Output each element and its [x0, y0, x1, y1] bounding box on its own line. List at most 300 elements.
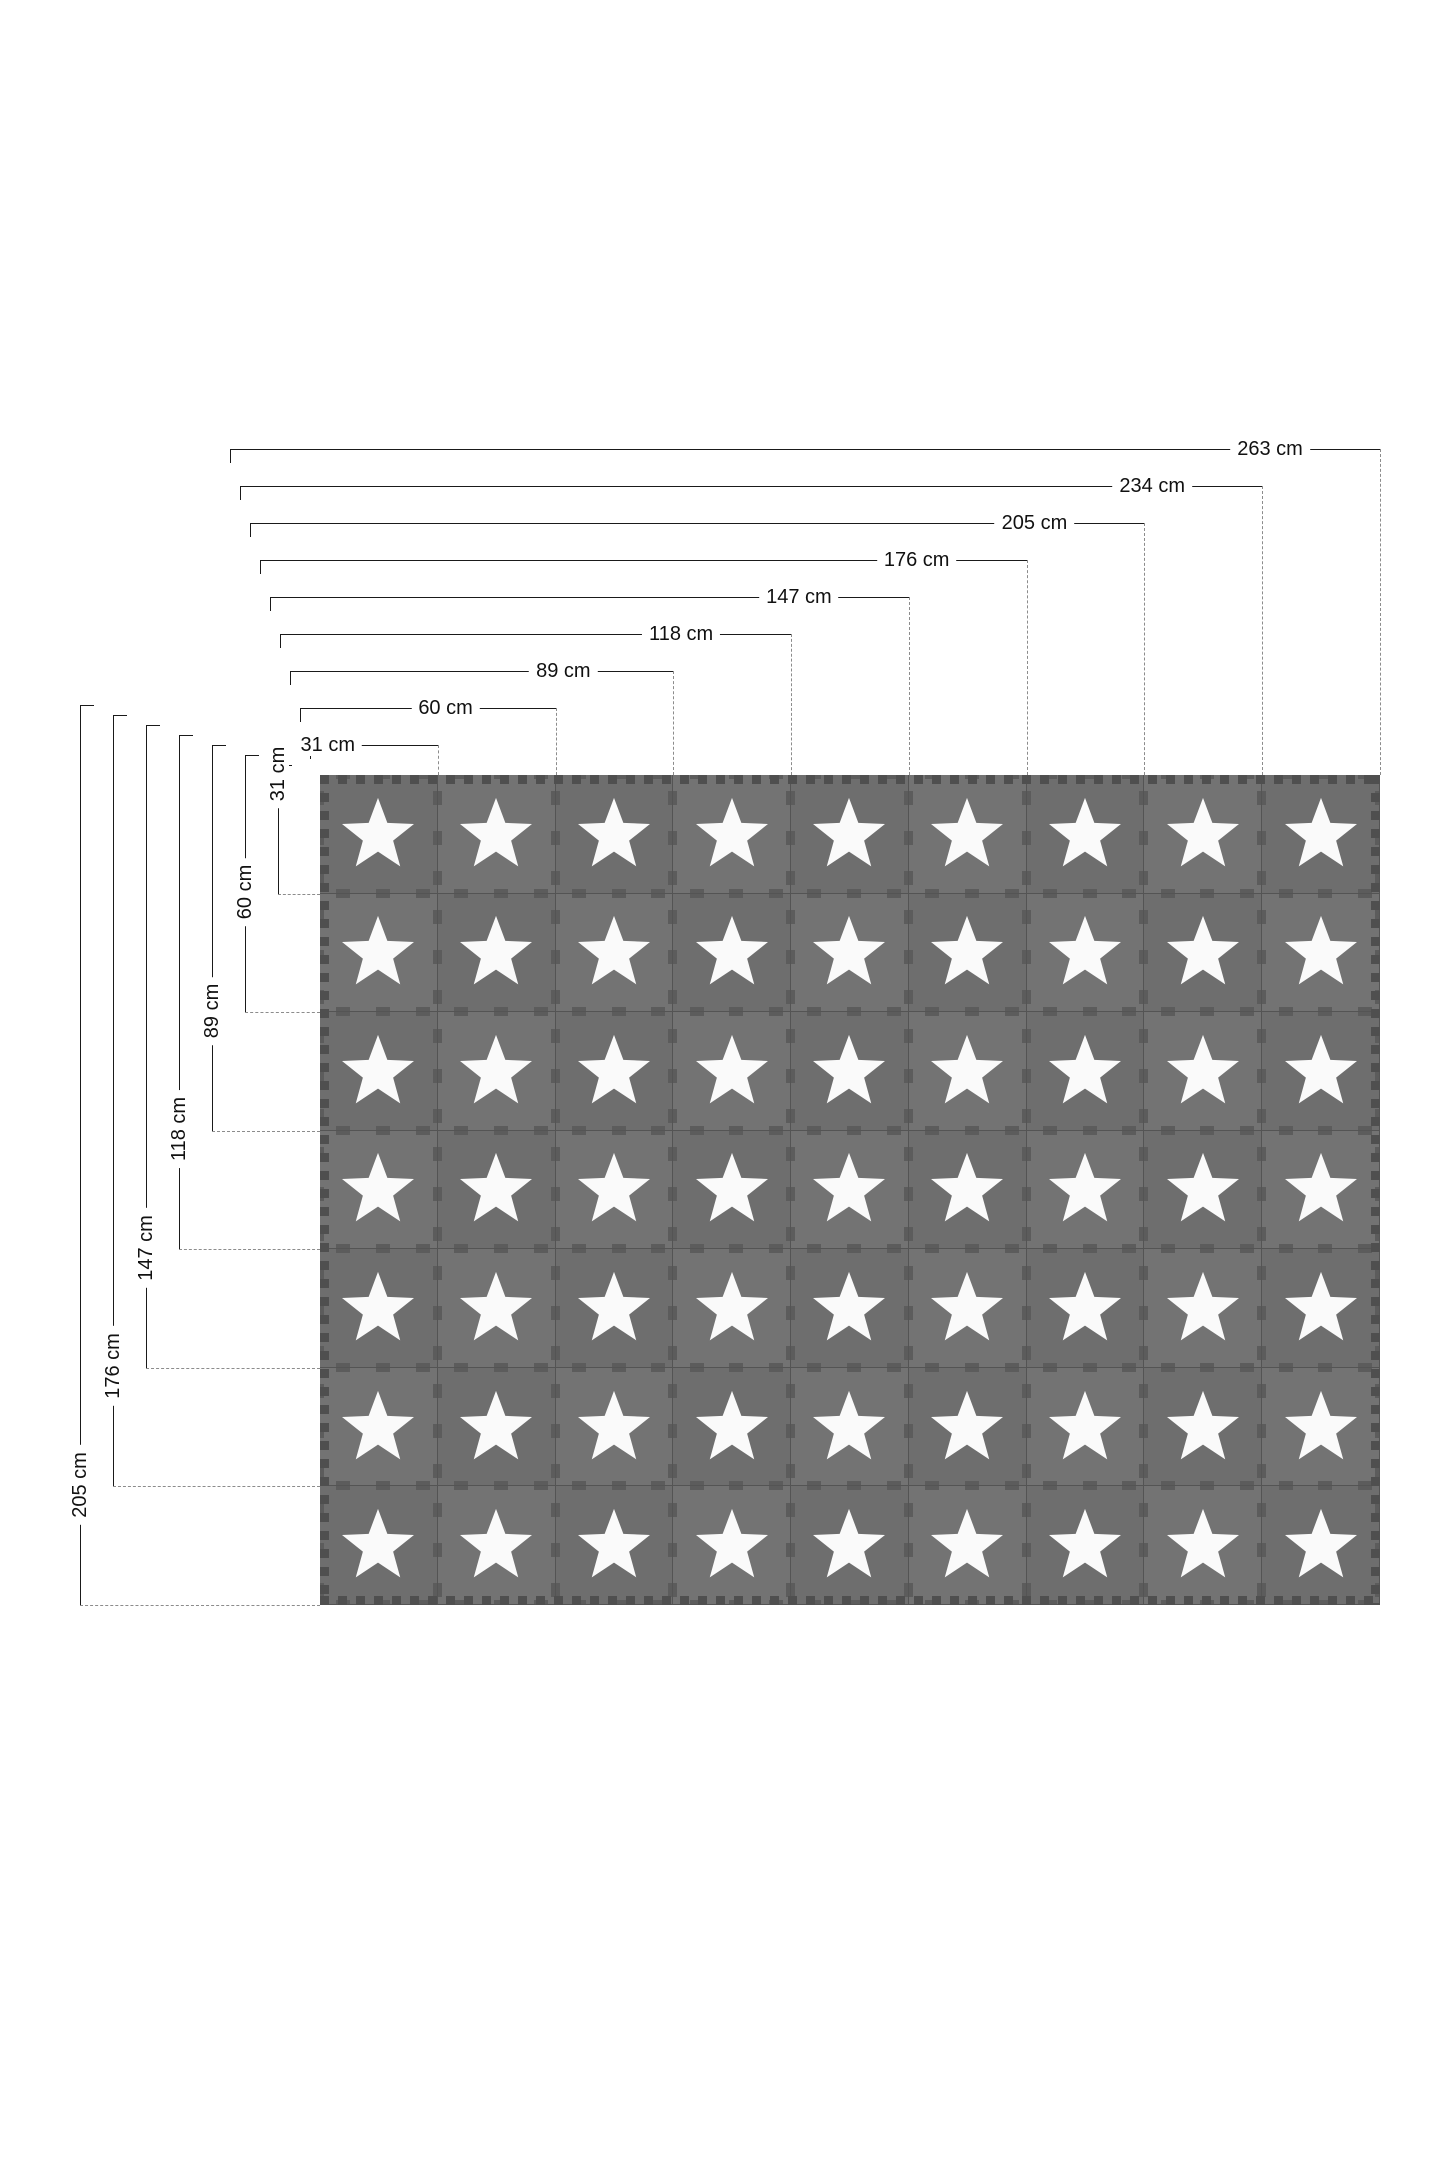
- tile-puzzle-nub: [1005, 1363, 1019, 1367]
- tile-puzzle-nub: [433, 910, 437, 924]
- tile-puzzle-nub: [376, 1012, 390, 1016]
- tile-puzzle-nub: [791, 871, 795, 885]
- mat-tile: [556, 775, 674, 894]
- tile-puzzle-nub: [433, 1384, 437, 1398]
- mat-tile: [556, 1012, 674, 1131]
- tile-puzzle-nub: [454, 1249, 468, 1253]
- star-icon: [1278, 791, 1364, 877]
- mat-tile: [1262, 894, 1380, 1013]
- tile-puzzle-nub: [1318, 1481, 1332, 1485]
- tile-puzzle-nub: [534, 1244, 548, 1248]
- tile-puzzle-nub: [1318, 889, 1332, 893]
- tile-puzzle-nub: [904, 791, 908, 805]
- tile-puzzle-nub: [1262, 791, 1266, 805]
- mat-tile: [1027, 1249, 1145, 1368]
- mat-tile: [1144, 1368, 1262, 1487]
- star-icon: [689, 1146, 775, 1232]
- tile-puzzle-nub: [904, 990, 908, 1004]
- dimension-label-horizontal: 89 cm: [529, 660, 597, 682]
- tile-puzzle-nub: [673, 1503, 677, 1517]
- tile-puzzle-nub: [690, 1007, 704, 1011]
- star-icon: [1160, 1502, 1246, 1588]
- tile-puzzle-nub: [612, 1012, 626, 1016]
- star-icon: [806, 1502, 892, 1588]
- dimension-tick: [146, 725, 160, 726]
- mat-tile: [1027, 894, 1145, 1013]
- tile-puzzle-nub: [925, 1126, 939, 1130]
- mat-tile: [1027, 1131, 1145, 1250]
- tile-puzzle-nub: [786, 1227, 790, 1241]
- tile-puzzle-nub: [904, 1187, 908, 1201]
- tile-puzzle-nub: [668, 1029, 672, 1043]
- tile-puzzle-nub: [1139, 1147, 1143, 1161]
- tile-puzzle-nub: [1279, 1131, 1293, 1135]
- tile-puzzle-nub: [612, 1486, 626, 1490]
- tile-puzzle-nub: [668, 791, 672, 805]
- tile-puzzle-nub: [791, 1503, 795, 1517]
- tile-puzzle-nub: [376, 1368, 390, 1372]
- tile-puzzle-nub: [1139, 990, 1143, 1004]
- tile-puzzle-nub: [791, 1069, 795, 1083]
- tile-puzzle-nub: [572, 1363, 586, 1367]
- mat-tile: [673, 775, 791, 894]
- tile-puzzle-nub: [1122, 894, 1136, 898]
- tile-puzzle-nub: [1279, 1007, 1293, 1011]
- tile-puzzle-nub: [909, 1147, 913, 1161]
- star-icon: [806, 1146, 892, 1232]
- mat-tile: [909, 1486, 1027, 1605]
- tile-puzzle-nub: [668, 1109, 672, 1123]
- mat-tile: [438, 1131, 556, 1250]
- star-icon: [335, 1028, 421, 1114]
- tile-puzzle-nub: [1139, 1306, 1143, 1320]
- mat-tile: [909, 894, 1027, 1013]
- tile-puzzle-nub: [1122, 1363, 1136, 1367]
- tile-puzzle-nub: [534, 1126, 548, 1130]
- tile-puzzle-nub: [1022, 1424, 1026, 1438]
- tile-puzzle-nub: [909, 871, 913, 885]
- mat-edge-bottom: [320, 1596, 1380, 1605]
- star-icon: [924, 909, 1010, 995]
- tile-puzzle-nub: [1200, 1368, 1214, 1372]
- tile-puzzle-nub: [1257, 1346, 1261, 1360]
- tile-puzzle-nub: [769, 1249, 783, 1253]
- tile-puzzle-nub: [1022, 1384, 1026, 1398]
- tile-puzzle-nub: [433, 1187, 437, 1201]
- mat-tile: [320, 894, 438, 1013]
- tile-puzzle-nub: [1005, 1131, 1019, 1135]
- dimension-label-horizontal: 60 cm: [411, 697, 479, 719]
- tile-puzzle-nub: [904, 1069, 908, 1083]
- tile-puzzle-nub: [433, 1464, 437, 1478]
- tile-puzzle-nub: [433, 1109, 437, 1123]
- tile-puzzle-nub: [847, 894, 861, 898]
- tile-puzzle-nub: [336, 1363, 350, 1367]
- tile-puzzle-nub: [909, 1543, 913, 1557]
- star-icon: [689, 791, 775, 877]
- tile-puzzle-nub: [556, 1384, 560, 1398]
- star-icon: [1160, 791, 1246, 877]
- mat-tile: [673, 1368, 791, 1487]
- tile-puzzle-nub: [1122, 1481, 1136, 1485]
- star-icon: [806, 1265, 892, 1351]
- tile-puzzle-nub: [1279, 1244, 1293, 1248]
- tile-puzzle-nub: [965, 1012, 979, 1016]
- tile-puzzle-nub: [909, 1109, 913, 1123]
- tile-puzzle-nub: [909, 1384, 913, 1398]
- tile-puzzle-nub: [690, 1131, 704, 1135]
- tile-puzzle-nub: [1022, 1346, 1026, 1360]
- dimension-extension-vertical: [791, 634, 792, 775]
- tile-puzzle-nub: [1139, 1227, 1143, 1241]
- tile-puzzle-nub: [887, 1126, 901, 1130]
- tile-puzzle-nub: [965, 1486, 979, 1490]
- tile-puzzle-nub: [433, 1503, 437, 1517]
- mat-tile: [556, 1368, 674, 1487]
- dimension-label-horizontal: 31 cm: [294, 734, 362, 756]
- tile-puzzle-nub: [1279, 889, 1293, 893]
- tile-puzzle-nub: [1200, 1249, 1214, 1253]
- tile-puzzle-nub: [668, 1306, 672, 1320]
- tile-puzzle-nub: [433, 871, 437, 885]
- tile-puzzle-nub: [925, 1368, 939, 1372]
- tile-puzzle-nub: [909, 1266, 913, 1280]
- tile-puzzle-nub: [1043, 894, 1057, 898]
- tile-puzzle-nub: [729, 1244, 743, 1248]
- tile-puzzle-nub: [1027, 831, 1031, 845]
- tile-puzzle-nub: [847, 889, 861, 893]
- tile-puzzle-nub: [1279, 1363, 1293, 1367]
- tile-puzzle-nub: [1257, 1424, 1261, 1438]
- tile-puzzle-nub: [904, 1227, 908, 1241]
- dimension-extension-horizontal: [80, 1605, 320, 1606]
- tile-puzzle-nub: [1122, 889, 1136, 893]
- tile-puzzle-nub: [416, 1249, 430, 1253]
- tile-puzzle-nub: [904, 1346, 908, 1360]
- dimension-extension-horizontal: [113, 1486, 320, 1487]
- mat-tile: [438, 1486, 556, 1605]
- tile-puzzle-nub: [438, 1346, 442, 1360]
- tile-puzzle-nub: [572, 1481, 586, 1485]
- tile-puzzle-nub: [786, 990, 790, 1004]
- tile-puzzle-nub: [1318, 1012, 1332, 1016]
- tile-puzzle-nub: [673, 1109, 677, 1123]
- dimension-label-vertical: 205 cm: [69, 1445, 91, 1525]
- tile-puzzle-nub: [847, 1007, 861, 1011]
- tile-puzzle-nub: [1043, 1007, 1057, 1011]
- tile-puzzle-nub: [904, 1266, 908, 1280]
- tile-puzzle-nub: [791, 1147, 795, 1161]
- dimension-label-vertical: 147 cm: [135, 1208, 157, 1288]
- tile-puzzle-nub: [376, 894, 390, 898]
- tile-puzzle-nub: [909, 1346, 913, 1360]
- tile-puzzle-nub: [847, 1244, 861, 1248]
- tile-puzzle-nub: [769, 1007, 783, 1011]
- tile-puzzle-nub: [1022, 791, 1026, 805]
- tile-puzzle-nub: [376, 1481, 390, 1485]
- tile-puzzle-nub: [1122, 1249, 1136, 1253]
- tile-puzzle-nub: [1005, 894, 1019, 898]
- tile-puzzle-nub: [668, 1464, 672, 1478]
- star-icon: [453, 1265, 539, 1351]
- star-icon: [1278, 1502, 1364, 1588]
- tile-puzzle-nub: [769, 894, 783, 898]
- tile-puzzle-nub: [1083, 1131, 1097, 1135]
- mat-tile: [673, 1012, 791, 1131]
- tile-puzzle-nub: [1144, 950, 1148, 964]
- dimension-extension-vertical: [1027, 560, 1028, 775]
- tile-puzzle-nub: [1257, 1306, 1261, 1320]
- tile-puzzle-nub: [438, 871, 442, 885]
- tile-puzzle-nub: [1262, 910, 1266, 924]
- tile-puzzle-nub: [925, 1249, 939, 1253]
- tile-puzzle-nub: [433, 1346, 437, 1360]
- dimension-tick: [113, 715, 127, 716]
- tile-puzzle-nub: [433, 1266, 437, 1280]
- tile-puzzle-nub: [551, 1424, 555, 1438]
- tile-puzzle-nub: [965, 1368, 979, 1372]
- tile-puzzle-nub: [1161, 1244, 1175, 1248]
- tile-puzzle-nub: [668, 831, 672, 845]
- tile-puzzle-nub: [729, 894, 743, 898]
- dimension-tick: [270, 597, 271, 611]
- tile-puzzle-nub: [673, 1346, 677, 1360]
- tile-puzzle-nub: [416, 1131, 430, 1135]
- tile-puzzle-nub: [433, 1583, 437, 1597]
- tile-puzzle-nub: [1022, 1306, 1026, 1320]
- tile-puzzle-nub: [786, 1187, 790, 1201]
- tile-puzzle-nub: [1022, 1266, 1026, 1280]
- tile-puzzle-nub: [847, 1131, 861, 1135]
- tile-puzzle-nub: [494, 1007, 508, 1011]
- star-icon: [453, 1502, 539, 1588]
- tile-puzzle-nub: [651, 1007, 665, 1011]
- dimension-extension-vertical: [1380, 449, 1381, 775]
- tile-puzzle-nub: [1257, 1147, 1261, 1161]
- tile-puzzle-nub: [416, 1007, 430, 1011]
- tile-puzzle-nub: [1083, 1126, 1097, 1130]
- tile-puzzle-nub: [556, 910, 560, 924]
- tile-puzzle-nub: [1144, 1266, 1148, 1280]
- tile-puzzle-nub: [1200, 1363, 1214, 1367]
- tile-puzzle-nub: [551, 1503, 555, 1517]
- tile-puzzle-nub: [807, 1249, 821, 1253]
- tile-puzzle-nub: [438, 1424, 442, 1438]
- tile-puzzle-nub: [416, 1126, 430, 1130]
- tile-puzzle-nub: [651, 1363, 665, 1367]
- dimension-extension-vertical: [556, 708, 557, 775]
- tile-puzzle-nub: [1022, 1029, 1026, 1043]
- tile-puzzle-nub: [1262, 1543, 1266, 1557]
- mat-tile: [556, 1131, 674, 1250]
- tile-puzzle-nub: [1318, 1368, 1332, 1372]
- tile-puzzle-nub: [1122, 1368, 1136, 1372]
- tile-puzzle-nub: [1240, 1131, 1254, 1135]
- dimension-extension-horizontal: [212, 1131, 320, 1132]
- tile-puzzle-nub: [1318, 1131, 1332, 1135]
- tile-puzzle-nub: [556, 1464, 560, 1478]
- tile-puzzle-nub: [1358, 1131, 1372, 1135]
- tile-puzzle-nub: [1161, 1368, 1175, 1372]
- tile-puzzle-nub: [438, 831, 442, 845]
- tile-puzzle-nub: [1358, 1126, 1372, 1130]
- tile-puzzle-nub: [1279, 894, 1293, 898]
- tile-puzzle-nub: [769, 1363, 783, 1367]
- tile-puzzle-nub: [1027, 1384, 1031, 1398]
- tile-puzzle-nub: [1358, 889, 1372, 893]
- tile-puzzle-nub: [925, 1244, 939, 1248]
- tile-puzzle-nub: [729, 1007, 743, 1011]
- tile-puzzle-nub: [556, 791, 560, 805]
- star-icon: [806, 909, 892, 995]
- tile-puzzle-nub: [1027, 990, 1031, 1004]
- star-icon: [806, 1384, 892, 1470]
- tile-puzzle-nub: [556, 1147, 560, 1161]
- mat-tile: [438, 894, 556, 1013]
- tile-puzzle-nub: [534, 894, 548, 898]
- tile-puzzle-nub: [433, 1069, 437, 1083]
- dimension-label-horizontal: 118 cm: [642, 623, 720, 645]
- tile-puzzle-nub: [1161, 889, 1175, 893]
- tile-puzzle-nub: [534, 1368, 548, 1372]
- tile-puzzle-nub: [556, 1069, 560, 1083]
- tile-puzzle-nub: [1083, 1486, 1097, 1490]
- tile-puzzle-nub: [1257, 871, 1261, 885]
- tile-puzzle-nub: [925, 1007, 939, 1011]
- dimension-label-vertical: 176 cm: [102, 1327, 124, 1407]
- tile-puzzle-nub: [1139, 1029, 1143, 1043]
- tile-puzzle-nub: [416, 894, 430, 898]
- tile-puzzle-nub: [904, 1424, 908, 1438]
- tile-puzzle-nub: [668, 910, 672, 924]
- tile-puzzle-nub: [651, 1486, 665, 1490]
- tile-puzzle-nub: [1358, 1486, 1372, 1490]
- tile-puzzle-nub: [1262, 1424, 1266, 1438]
- tile-puzzle-nub: [551, 990, 555, 1004]
- tile-puzzle-nub: [551, 1384, 555, 1398]
- mat-tile: [1027, 775, 1145, 894]
- mat-tile: [909, 1368, 1027, 1487]
- tile-puzzle-nub: [454, 1007, 468, 1011]
- tile-puzzle-nub: [673, 990, 677, 1004]
- tile-puzzle-nub: [1083, 894, 1097, 898]
- dimension-label-vertical: 89 cm: [201, 976, 223, 1044]
- tile-puzzle-nub: [1027, 1424, 1031, 1438]
- tile-puzzle-nub: [438, 1384, 442, 1398]
- tile-puzzle-nub: [1027, 950, 1031, 964]
- tile-puzzle-nub: [651, 1244, 665, 1248]
- tile-puzzle-nub: [847, 1481, 861, 1485]
- tile-puzzle-nub: [904, 950, 908, 964]
- tile-puzzle-nub: [1200, 1486, 1214, 1490]
- tile-puzzle-nub: [433, 831, 437, 845]
- tile-puzzle-nub: [847, 1486, 861, 1490]
- tile-puzzle-nub: [909, 1069, 913, 1083]
- star-icon: [924, 1384, 1010, 1470]
- tile-puzzle-nub: [673, 950, 677, 964]
- mat-tile: [909, 1012, 1027, 1131]
- tile-puzzle-nub: [1144, 990, 1148, 1004]
- tile-puzzle-nub: [1144, 1029, 1148, 1043]
- tile-puzzle-nub: [673, 1306, 677, 1320]
- tile-puzzle-nub: [1022, 1187, 1026, 1201]
- dimension-line-vertical: [179, 735, 180, 1249]
- tile-puzzle-nub: [1144, 791, 1148, 805]
- tile-puzzle-nub: [925, 1481, 939, 1485]
- tile-puzzle-nub: [1318, 1244, 1332, 1248]
- tile-puzzle-nub: [494, 1131, 508, 1135]
- tile-puzzle-nub: [668, 1346, 672, 1360]
- tile-puzzle-nub: [1144, 1346, 1148, 1360]
- tile-puzzle-nub: [1161, 894, 1175, 898]
- tile-puzzle-nub: [1161, 1012, 1175, 1016]
- tile-puzzle-nub: [847, 1012, 861, 1016]
- tile-puzzle-nub: [494, 1249, 508, 1253]
- tile-puzzle-nub: [1257, 1187, 1261, 1201]
- tile-puzzle-nub: [887, 1007, 901, 1011]
- tile-puzzle-nub: [438, 1147, 442, 1161]
- tile-puzzle-nub: [534, 1249, 548, 1253]
- tile-puzzle-nub: [1139, 1424, 1143, 1438]
- tile-puzzle-nub: [1122, 1131, 1136, 1135]
- tile-puzzle-nub: [668, 1227, 672, 1241]
- tile-puzzle-nub: [1262, 1069, 1266, 1083]
- tile-puzzle-nub: [1257, 910, 1261, 924]
- tile-puzzle-nub: [786, 1503, 790, 1517]
- tile-puzzle-nub: [1083, 1368, 1097, 1372]
- tile-puzzle-nub: [1144, 1583, 1148, 1597]
- tile-puzzle-nub: [1240, 1368, 1254, 1372]
- tile-puzzle-nub: [1144, 1187, 1148, 1201]
- tile-puzzle-nub: [807, 1244, 821, 1248]
- tile-puzzle-nub: [454, 1481, 468, 1485]
- mat-tile: [1144, 1131, 1262, 1250]
- tile-puzzle-nub: [668, 1187, 672, 1201]
- star-icon: [335, 909, 421, 995]
- tile-puzzle-nub: [534, 1486, 548, 1490]
- mat-tile: [909, 775, 1027, 894]
- tile-puzzle-nub: [572, 1012, 586, 1016]
- tile-puzzle-nub: [769, 1126, 783, 1130]
- tile-puzzle-nub: [494, 889, 508, 893]
- tile-puzzle-nub: [556, 1187, 560, 1201]
- tile-puzzle-nub: [786, 950, 790, 964]
- tile-puzzle-nub: [925, 1486, 939, 1490]
- tile-puzzle-nub: [1027, 1029, 1031, 1043]
- tile-puzzle-nub: [909, 950, 913, 964]
- tile-puzzle-nub: [1200, 1012, 1214, 1016]
- star-icon: [1278, 1265, 1364, 1351]
- tile-puzzle-nub: [438, 1503, 442, 1517]
- tile-puzzle-nub: [1122, 1486, 1136, 1490]
- star-icon: [806, 791, 892, 877]
- tile-puzzle-nub: [786, 871, 790, 885]
- tile-puzzle-nub: [376, 1244, 390, 1248]
- tile-puzzle-nub: [551, 910, 555, 924]
- dimension-label-horizontal: 147 cm: [759, 586, 839, 608]
- tile-puzzle-nub: [1139, 791, 1143, 805]
- tile-puzzle-nub: [1027, 910, 1031, 924]
- tile-puzzle-nub: [1005, 1244, 1019, 1248]
- mat-tile: [320, 1249, 438, 1368]
- star-icon: [571, 1502, 657, 1588]
- tile-puzzle-nub: [791, 1346, 795, 1360]
- star-icon: [571, 909, 657, 995]
- tile-puzzle-nub: [572, 1244, 586, 1248]
- mat-tile: [1144, 1249, 1262, 1368]
- tile-puzzle-nub: [1083, 1363, 1097, 1367]
- tile-puzzle-nub: [551, 1583, 555, 1597]
